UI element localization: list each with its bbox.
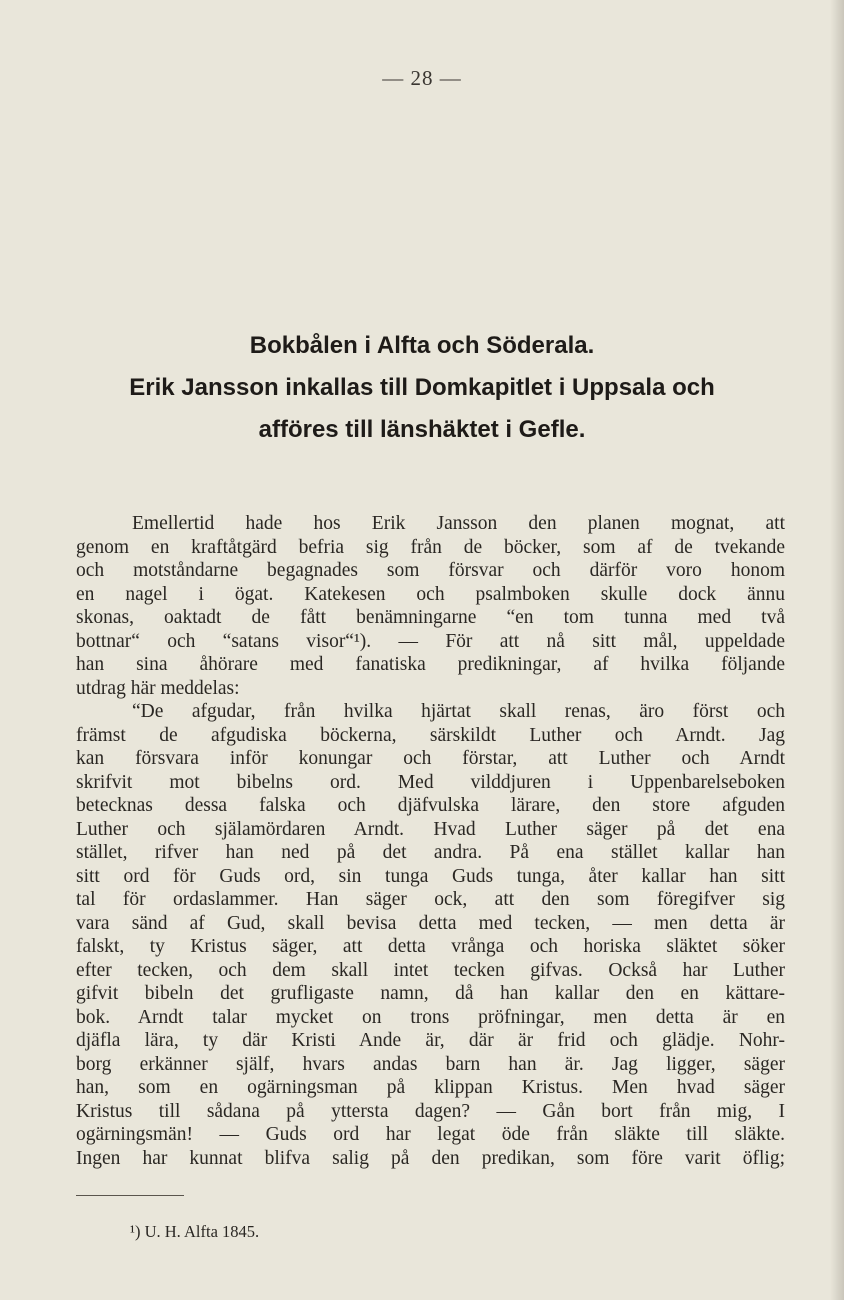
footnote-text: U. H. Alfta 1845.	[144, 1222, 260, 1241]
footnote-marker: ¹)	[130, 1222, 141, 1241]
footnote	[130, 1222, 259, 1242]
body-line: Ingen har kunnat blifva salig på den predikan, som före varit öflig;	[76, 1147, 785, 1169]
body-line: skonas, oaktadt de fått benämningarne “en tom tunna med två	[76, 607, 785, 628]
body-line: genom en kraftåtgärd befria sig från de böcker, som af de tvekande	[76, 536, 785, 558]
body-line: kan försvara inför konungar och förstar, att Luther och Arndt	[76, 748, 785, 769]
heading-line-2: Erik Jansson inkallas till Domkapitlet i Uppsala och	[129, 374, 715, 401]
body-line: utdrag här meddelas:	[76, 677, 240, 699]
body-line: bok. Arndt talar mycket on trons pröfningar, men detta är en	[76, 1006, 785, 1028]
body-line: en nagel i ögat. Katekesen och psalmboken skulle dock ännu	[76, 583, 785, 605]
chapter-headings	[60, 325, 784, 451]
body-line: djäfla lära, ty där Kristi Ande är, där är frid och glädje. Nohr-	[76, 1030, 785, 1051]
page-edge-shadow	[830, 0, 844, 1300]
body-line: vara sänd af Gud, skall bevisa detta med tecken, — men detta är	[76, 912, 785, 934]
page-number: — 28 —	[382, 66, 462, 90]
body-line: gifvit bibeln det grufligaste namn, då han kallar den en kättare-	[76, 983, 785, 1004]
body-line: främst de afgudiska böckerna, särskildt Luther och Arndt. Jag	[76, 724, 785, 746]
body-line: sitt ord för Guds ord, sin tunga Guds tunga, åter kallar han sitt	[76, 865, 785, 887]
body-line: Luther och själamördaren Arndt. Hvad Luther säger på det ena	[76, 818, 785, 840]
body-line: han sina åhörare med fanatiska predikningar, af hvilka följande	[76, 654, 785, 675]
heading-line-1: Bokbålen i Alfta och Söderala.	[249, 332, 595, 359]
body-line: borg erkänner själf, hvars andas barn han är. Jag ligger, säger	[76, 1053, 785, 1075]
body-line: skrifvit mot bibelns ord. Med vilddjuren i Uppenbarelseboken	[76, 771, 785, 793]
body-line: han, som en ogärningsman på klippan Kristus. Men hvad säger	[76, 1077, 785, 1098]
body-line: efter tecken, och dem skall intet tecken gifvas. Också har Luther	[76, 959, 785, 981]
body-line: falskt, ty Kristus säger, att detta vrånga och horiska släktet söker	[76, 936, 785, 957]
footnote-divider	[76, 1195, 184, 1196]
body-line: Emellertid hade hos Erik Jansson den planen mognat, att	[132, 513, 785, 534]
body-line: Kristus till sådana på yttersta dagen? — Gån bort från mig, I	[76, 1100, 785, 1122]
body-line: “De afgudar, från hvilka hjärtat skall renas, äro först och	[132, 701, 785, 722]
heading-line-3: afföres till länshäktet i Gefle.	[258, 416, 586, 443]
body-line: och motståndarne begagnades som försvar och därför voro honom	[76, 560, 785, 581]
body-line: stället, rifver han ned på det andra. På ena stället kallar han	[76, 842, 785, 863]
body-line: tal för ordaslammer. Han säger ock, att den som föregifver sig	[76, 889, 785, 910]
body-line: bottnar“ och “satans visor“¹). — För att nå sitt mål, uppeldade	[76, 630, 785, 652]
body-line: ogärningsmän! — Guds ord har legat öde från släkte till släkte.	[76, 1124, 785, 1145]
body-text	[76, 512, 785, 1170]
body-line: betecknas dessa falska och djäfvulska lärare, den store afguden	[76, 795, 785, 816]
